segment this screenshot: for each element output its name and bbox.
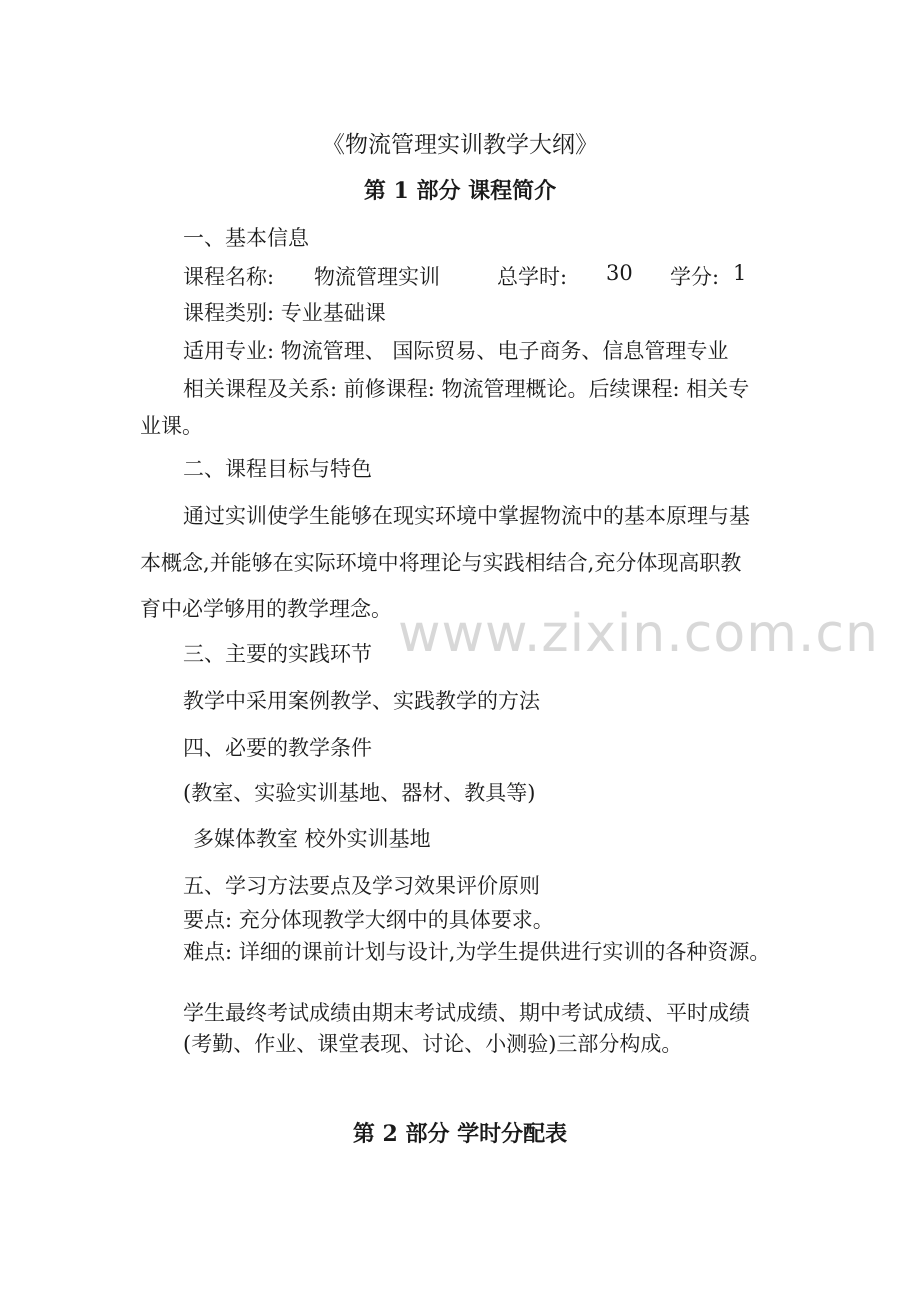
section4-note: (教室、实验实训基地、器材、教具等) (183, 781, 536, 805)
section3-body: 教学中采用案例教学、实践教学的方法 (183, 689, 540, 713)
section4-heading: 四、必要的教学条件 (183, 736, 372, 760)
section2-paragraph-line3: 育中必学够用的教学理念。 (140, 597, 392, 621)
total-hours-label: 总学时: (497, 265, 568, 289)
section2-heading: 二、课程目标与特色 (183, 457, 372, 481)
evaluation-line2: (考勤、作业、课堂表现、讨论、小测验)三部分构成。 (183, 1032, 683, 1056)
course-name-label: 课程名称: (183, 265, 275, 289)
credit-label: 学分: (670, 265, 720, 289)
section5-heading: 五、学习方法要点及学习效果评价原则 (183, 874, 540, 898)
document-title: 《物流管理实训教学大纲》 (322, 132, 598, 158)
section3-heading: 三、主要的实践环节 (183, 642, 372, 666)
evaluation-line1: 学生最终考试成绩由期末考试成绩、期中考试成绩、平时成绩 (183, 1001, 750, 1025)
section2-paragraph-line2: 本概念,并能够在实际环境中将理论与实践相结合,充分体现高职教 (140, 551, 742, 575)
part2-heading: 第 2 部分 学时分配表 (352, 1121, 568, 1147)
section2-paragraph-line1: 通过实训使学生能够在现实环境中掌握物流中的基本原理与基 (183, 504, 750, 528)
watermark: www.zixin.com.cn (398, 604, 879, 664)
part1-heading: 第 1 部分 课程简介 (363, 178, 557, 204)
section4-body: 多媒体教室 校外实训基地 (193, 827, 431, 851)
difficulty-point: 难点: 详细的课前计划与设计,为学生提供进行实训的各种资源。 (183, 940, 771, 964)
credit-value: 1 (733, 261, 747, 285)
course-name-value: 物流管理实训 (314, 265, 440, 289)
related-courses-line2: 业课。 (140, 414, 203, 438)
key-point: 要点: 充分体现教学大纲中的具体要求。 (183, 908, 554, 932)
section1-heading: 一、基本信息 (183, 226, 309, 250)
total-hours-value: 30 (606, 261, 633, 285)
applicable-majors: 适用专业: 物流管理、 国际贸易、电子商务、信息管理专业 (183, 339, 729, 363)
course-category: 课程类别: 专业基础课 (183, 301, 386, 325)
related-courses-line1: 相关课程及关系: 前修课程: 物流管理概论。后续课程: 相关专 (183, 377, 750, 401)
